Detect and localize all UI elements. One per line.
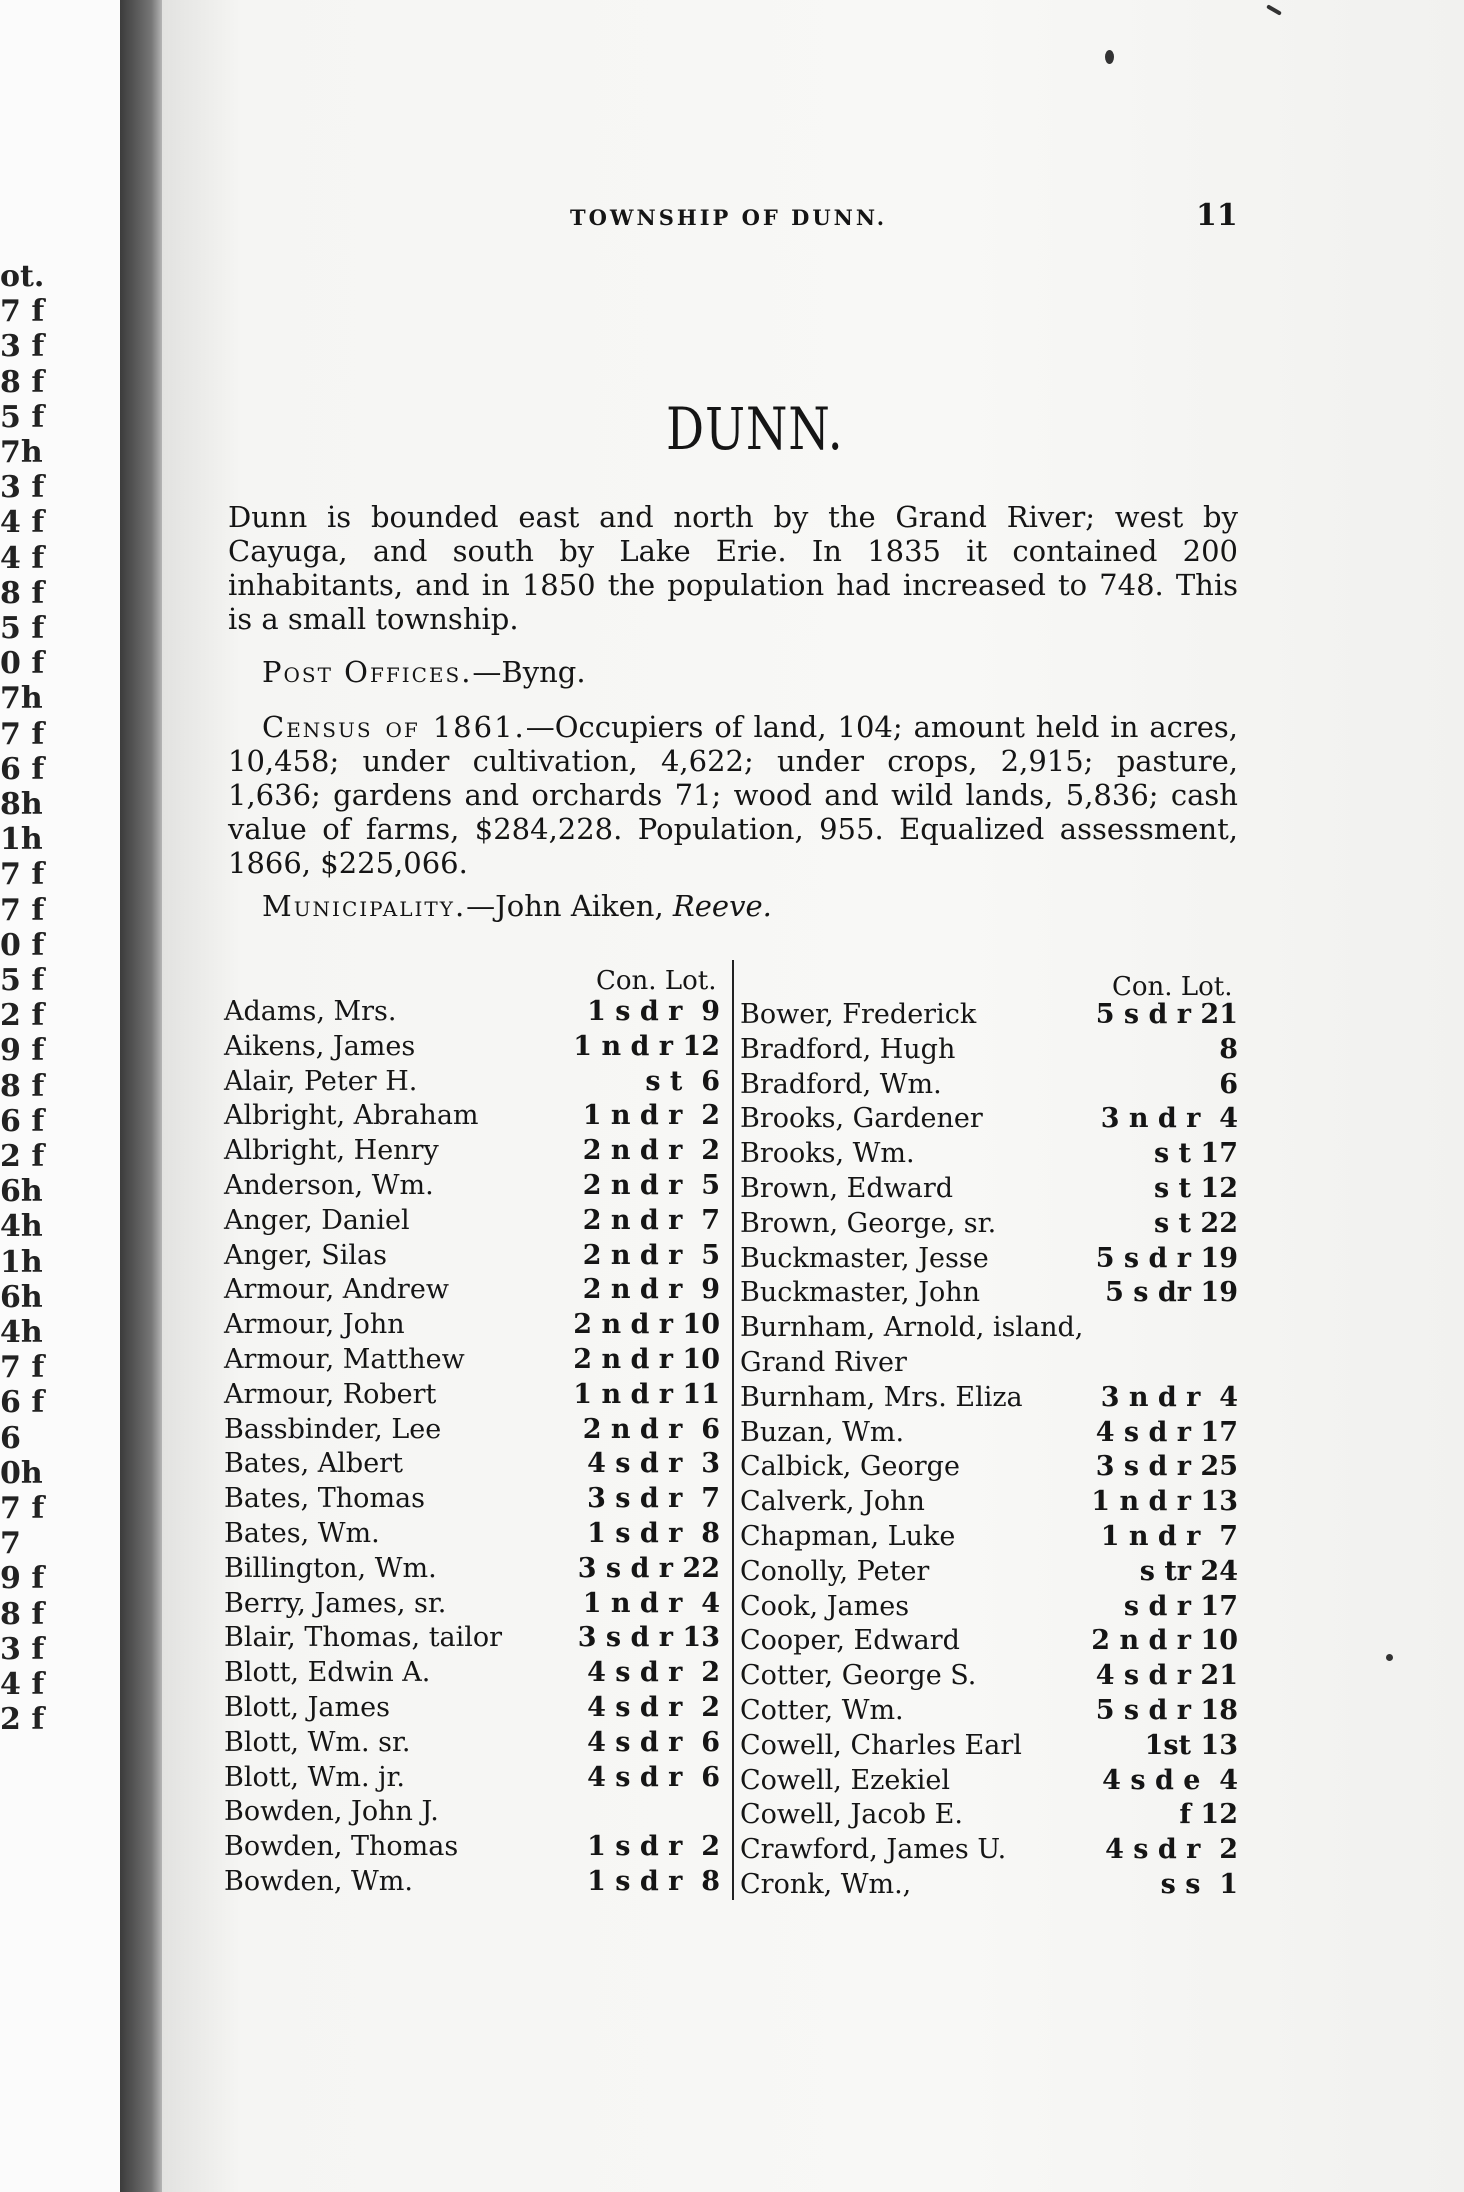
entry-con-lot: 1 s d r 8 xyxy=(587,1866,720,1897)
entry-con-lot: 2 n d r 2 xyxy=(582,1135,720,1167)
entry-name: Anger, Silas xyxy=(224,1239,387,1271)
entry-name: Billington, Wm. xyxy=(224,1552,437,1584)
directory-entry xyxy=(740,1694,1238,1728)
page-number: 11 xyxy=(1196,198,1238,233)
post-offices-text: —Byng. xyxy=(472,655,586,689)
margin-fragment: 4h xyxy=(0,1209,43,1245)
entry-con-lot: 2 n d r 5 xyxy=(582,1170,720,1201)
entry-con-lot: 4 s d r 17 xyxy=(1095,1416,1238,1448)
entry-name: Cotter, Wm. xyxy=(740,1695,904,1726)
entry-con-lot: 4 s d r 2 xyxy=(587,1692,720,1723)
directory-entry xyxy=(224,1378,720,1412)
entry-name: Bowden, Wm. xyxy=(224,1866,413,1897)
entry-con-lot: 5 s d r 19 xyxy=(1095,1242,1238,1274)
directory-entry xyxy=(740,1590,1238,1624)
entry-con-lot: 4 s d r 2 xyxy=(587,1657,720,1689)
directory-entry xyxy=(224,1169,720,1203)
entry-con-lot: s t 6 xyxy=(645,1065,720,1097)
entry-name: Blott, Wm. jr. xyxy=(224,1761,406,1793)
book-gutter xyxy=(120,0,162,2192)
margin-fragment: 7 f xyxy=(0,1350,45,1386)
margin-fragment: 0 f xyxy=(0,927,45,963)
entry-name: Albright, Abraham xyxy=(224,1100,479,1132)
entry-name: Anderson, Wm. xyxy=(224,1170,434,1201)
directory-entry xyxy=(740,1485,1238,1519)
entry-con-lot: 3 n d r 4 xyxy=(1100,1103,1238,1135)
directory-entry xyxy=(740,1137,1238,1171)
right-column-header: Con. Lot. xyxy=(1112,972,1233,1002)
entry-con-lot: s t 22 xyxy=(1153,1207,1238,1239)
entry-name: Cotter, George S. xyxy=(740,1660,977,1692)
page-title: DUNN. xyxy=(666,395,844,463)
directory-entry xyxy=(740,1311,1238,1345)
margin-fragment: 7 f xyxy=(0,1491,45,1526)
entry-con-lot: s s 1 xyxy=(1160,1869,1238,1900)
entry-name: Adams, Mrs. xyxy=(224,996,397,1027)
entry-con-lot: 4 s d e 4 xyxy=(1102,1764,1238,1796)
directory-entry xyxy=(224,1030,720,1064)
margin-fragment: 8h xyxy=(0,787,43,822)
margin-fragment: 7h xyxy=(0,681,43,717)
entry-con-lot: 1 s d r 8 xyxy=(587,1518,720,1549)
entry-name: Blott, Edwin A. xyxy=(224,1657,431,1689)
running-head: TOWNSHIP OF DUNN. xyxy=(570,205,888,230)
margin-fragment: 3 f xyxy=(0,1631,45,1667)
directory-entry xyxy=(224,1865,720,1899)
entry-con-lot: 3 s d r 25 xyxy=(1095,1451,1238,1483)
entry-name: Bates, Albert xyxy=(224,1448,403,1480)
directory-entry xyxy=(740,1729,1238,1763)
entry-name: Aikens, James xyxy=(224,1030,416,1062)
entry-name: Brown, George, sr. xyxy=(740,1207,997,1239)
directory-entry xyxy=(740,1068,1238,1102)
post-offices-paragraph xyxy=(228,655,1238,689)
entry-con-lot: 1 n d r 7 xyxy=(1100,1521,1238,1552)
entry-con-lot: 2 n d r 10 xyxy=(1091,1625,1238,1657)
entry-name: Armour, John xyxy=(224,1309,405,1341)
margin-fragment: 6h xyxy=(0,1279,43,1315)
directory-entry xyxy=(224,1552,720,1586)
entry-con-lot: 4 s d r 3 xyxy=(587,1448,720,1480)
entry-name: Bowden, John J. xyxy=(224,1796,439,1828)
directory-entry xyxy=(224,1273,720,1307)
entry-name: Burnham, Arnold, island, xyxy=(740,1312,1084,1344)
margin-fragment: 4 f xyxy=(0,505,45,541)
entry-con-lot: 1st 13 xyxy=(1144,1729,1238,1761)
margin-fragment: 5 f xyxy=(0,611,45,646)
directory-entry xyxy=(740,1102,1238,1136)
entry-name: Calbick, George xyxy=(740,1451,960,1483)
margin-fragment: 7 f xyxy=(0,716,45,752)
entry-con-lot: 2 n d r 5 xyxy=(582,1239,720,1271)
entry-name: Burnham, Mrs. Eliza xyxy=(740,1381,1023,1413)
entry-name: Cooper, Edward xyxy=(740,1625,960,1657)
entry-name: Bates, Wm. xyxy=(224,1518,380,1549)
directory-entry xyxy=(224,1065,720,1099)
municipality-text: —John Aiken, xyxy=(466,889,673,923)
entry-name: Armour, Andrew xyxy=(224,1274,449,1306)
entry-name: Bassbinder, Lee xyxy=(224,1413,442,1445)
entry-name: Bradford, Hugh xyxy=(740,1033,956,1065)
entry-name: Alair, Peter H. xyxy=(224,1065,418,1097)
directory-entry xyxy=(740,1346,1238,1380)
entry-con-lot: 5 s d r 18 xyxy=(1095,1695,1238,1726)
directory-entry xyxy=(224,1134,720,1168)
entry-name: Bowden, Thomas xyxy=(224,1831,459,1863)
directory-entry xyxy=(224,1308,720,1342)
directory-entry xyxy=(224,1830,720,1864)
entry-name: Cowell, Charles Earl xyxy=(740,1729,1022,1761)
directory-entry xyxy=(224,995,720,1029)
print-speck xyxy=(1105,50,1114,64)
entry-name: Bradford, Wm. xyxy=(740,1068,942,1100)
margin-fragment: 3 f xyxy=(0,329,45,365)
margin-fragment: 6 f xyxy=(0,1103,45,1139)
margin-fragment: 5 f xyxy=(0,399,45,435)
directory-entry xyxy=(740,1624,1238,1658)
entry-con-lot: 3 s d r 13 xyxy=(577,1622,720,1654)
intro-paragraph: Dunn is bounded east and north by the Grand River; west by Cayuga, and south by Lake Erie. In 1835 it contained 200 inhabitants, and in 1850 the population had increased to 748. This is a small township. xyxy=(228,500,1238,636)
entry-con-lot: 6 xyxy=(1219,1068,1238,1100)
directory-entry xyxy=(740,1659,1238,1693)
margin-fragment: 2 f xyxy=(0,1702,45,1738)
entry-con-lot: 1 n d r 12 xyxy=(573,1030,720,1062)
margin-fragment: 5 f xyxy=(0,963,45,998)
entry-con-lot: f 12 xyxy=(1179,1799,1238,1831)
entry-name: Conolly, Peter xyxy=(740,1555,930,1587)
directory-entry xyxy=(224,1204,720,1238)
entry-con-lot: 1 s d r 2 xyxy=(587,1831,720,1863)
directory-entry xyxy=(740,1450,1238,1484)
directory-entry xyxy=(740,1555,1238,1589)
directory-entry xyxy=(740,1033,1238,1067)
entry-con-lot: s d r 17 xyxy=(1123,1590,1238,1622)
margin-fragment: 7 xyxy=(0,1526,21,1562)
entry-name: Berry, James, sr. xyxy=(224,1587,447,1619)
column-divider xyxy=(732,960,734,1900)
directory-entry xyxy=(224,1239,720,1273)
entry-name: Blott, Wm. sr. xyxy=(224,1726,411,1758)
entry-con-lot: 5 s dr 19 xyxy=(1105,1277,1238,1309)
entry-name: Brown, Edward xyxy=(740,1173,954,1204)
margin-fragment: 0 f xyxy=(0,646,45,682)
entry-con-lot: 1 n d r 2 xyxy=(582,1100,720,1132)
entry-name: Bower, Frederick xyxy=(740,999,977,1030)
margin-fragment: 4h xyxy=(0,1315,43,1350)
directory-entry xyxy=(224,1656,720,1690)
directory-entry xyxy=(224,1413,720,1447)
print-speck xyxy=(1386,1654,1393,1661)
directory-entry xyxy=(740,1520,1238,1554)
margin-fragment: 7h xyxy=(0,435,43,470)
directory-entry xyxy=(740,1381,1238,1415)
entry-name: Bates, Thomas xyxy=(224,1483,425,1515)
margin-fragment: 3 f xyxy=(0,470,45,506)
entry-name: Cowell, Ezekiel xyxy=(740,1764,950,1796)
margin-fragment: 0h xyxy=(0,1455,43,1491)
margin-fragment: 7 f xyxy=(0,294,45,330)
margin-fragment: 8 f xyxy=(0,575,45,611)
directory-entry xyxy=(224,1447,720,1481)
entry-name: Cook, James xyxy=(740,1590,910,1622)
entry-con-lot: 2 n d r 6 xyxy=(582,1413,720,1445)
directory-entry xyxy=(740,1798,1238,1832)
entry-name: Buckmaster, John xyxy=(740,1277,981,1309)
entry-con-lot: 1 s d r 9 xyxy=(587,996,720,1027)
entry-name: Calverk, John xyxy=(740,1486,925,1518)
directory-entry xyxy=(224,1795,720,1829)
census-label: Census of 1861. xyxy=(262,710,526,744)
margin-fragment: 1h xyxy=(0,822,43,858)
entry-con-lot: 3 s d r 7 xyxy=(587,1483,720,1515)
entry-name: Crawford, James U. xyxy=(740,1834,1007,1866)
entry-name: Grand River xyxy=(740,1347,907,1378)
entry-name: Armour, Robert xyxy=(224,1378,437,1410)
entry-name: Buckmaster, Jesse xyxy=(740,1242,989,1274)
entry-name: Brooks, Gardener xyxy=(740,1103,983,1135)
directory-entry xyxy=(740,1416,1238,1450)
directory-entry xyxy=(740,1172,1238,1206)
directory-entry xyxy=(740,1242,1238,1276)
entry-con-lot: 1 n d r 13 xyxy=(1091,1486,1238,1518)
margin-fragment: 8 f xyxy=(0,1068,45,1104)
directory-entry xyxy=(224,1517,720,1551)
entry-con-lot: 1 n d r 11 xyxy=(573,1378,720,1410)
municipality-role: Reeve. xyxy=(672,889,772,923)
margin-fragment: 6 f xyxy=(0,1385,45,1421)
directory-entry xyxy=(224,1621,720,1655)
entry-con-lot: 3 n d r 4 xyxy=(1100,1381,1238,1413)
post-offices-label: Post Offices. xyxy=(262,655,473,689)
previous-page-margin xyxy=(0,0,120,2192)
directory-entry xyxy=(740,1833,1238,1867)
entry-name: Anger, Daniel xyxy=(224,1204,410,1236)
census-paragraph xyxy=(228,710,1238,880)
margin-fragment: 4 f xyxy=(0,540,45,576)
margin-fragment: 9 f xyxy=(0,1033,45,1069)
entry-con-lot: s t 12 xyxy=(1153,1173,1238,1204)
entry-con-lot: 4 s d r 6 xyxy=(587,1761,720,1793)
entry-name: Brooks, Wm. xyxy=(740,1138,915,1170)
margin-fragment: 8 f xyxy=(0,1596,45,1632)
municipality-label: Municipality. xyxy=(262,889,467,923)
entry-name: Cronk, Wm., xyxy=(740,1869,912,1900)
entry-name: Albright, Henry xyxy=(224,1135,439,1167)
margin-fragment: 9 f xyxy=(0,1561,45,1597)
margin-fragment: 6 f xyxy=(0,751,45,787)
margin-fragment: 2 f xyxy=(0,1139,45,1174)
entry-name: Blott, James xyxy=(224,1692,390,1723)
entry-con-lot: 1 n d r 4 xyxy=(582,1587,720,1619)
margin-fragment: 6h xyxy=(0,1174,43,1210)
margin-fragment: 7 f xyxy=(0,892,45,928)
entry-con-lot: s t 17 xyxy=(1153,1138,1238,1170)
entry-name: Cowell, Jacob E. xyxy=(740,1799,963,1831)
margin-fragment: 4 f xyxy=(0,1667,45,1702)
margin-fragment: 7 f xyxy=(0,857,45,893)
directory-entry xyxy=(740,1207,1238,1241)
margin-fragment: 6 xyxy=(0,1420,21,1456)
entry-con-lot: 2 n d r 7 xyxy=(582,1204,720,1236)
entry-con-lot: s tr 24 xyxy=(1139,1555,1238,1587)
entry-name: Blair, Thomas, tailor xyxy=(224,1622,503,1654)
directory-entry xyxy=(224,1482,720,1516)
directory-entry xyxy=(224,1099,720,1133)
municipality-paragraph xyxy=(228,889,1238,923)
entry-con-lot: 8 xyxy=(1219,1033,1238,1065)
directory-entry xyxy=(224,1587,720,1621)
left-column-header: Con. Lot. xyxy=(596,966,717,996)
margin-fragment: 2 f xyxy=(0,998,45,1034)
entry-name: Chapman, Luke xyxy=(740,1521,956,1552)
directory-entry xyxy=(224,1691,720,1725)
directory-entry xyxy=(740,1868,1238,1902)
entry-con-lot: 4 s d r 6 xyxy=(587,1726,720,1758)
entry-name: Armour, Matthew xyxy=(224,1344,465,1375)
entry-con-lot: 4 s d r 2 xyxy=(1105,1834,1238,1866)
entry-con-lot: 4 s d r 21 xyxy=(1095,1660,1238,1692)
directory-entry xyxy=(740,1276,1238,1310)
entry-con-lot: 5 s d r 21 xyxy=(1095,999,1238,1030)
margin-fragment: 8 f xyxy=(0,364,45,400)
directory-entry xyxy=(224,1726,720,1760)
directory-entry xyxy=(740,998,1238,1032)
directory-entry xyxy=(224,1761,720,1795)
margin-fragment: ot. xyxy=(0,259,45,294)
entry-con-lot: 2 n d r 10 xyxy=(573,1344,720,1375)
entry-con-lot: 2 n d r 9 xyxy=(582,1274,720,1306)
entry-name: Buzan, Wm. xyxy=(740,1416,905,1448)
census-text: —Occupiers of land, 104; amount held in acres, 10,458; under cultivation, 4,622; under crops, 2,915; pasture, 1,636; gardens and orchards 71; wood and wild lands, 5,836; cash value of farms, $284,228. Population, 955. Equalized assessment, 1866, $225,066. xyxy=(228,710,1238,880)
entry-con-lot: 2 n d r 10 xyxy=(573,1309,720,1341)
directory-entry xyxy=(224,1343,720,1377)
directory-entry xyxy=(740,1764,1238,1798)
margin-fragment: 1h xyxy=(0,1244,43,1280)
entry-con-lot: 3 s d r 22 xyxy=(577,1552,720,1584)
